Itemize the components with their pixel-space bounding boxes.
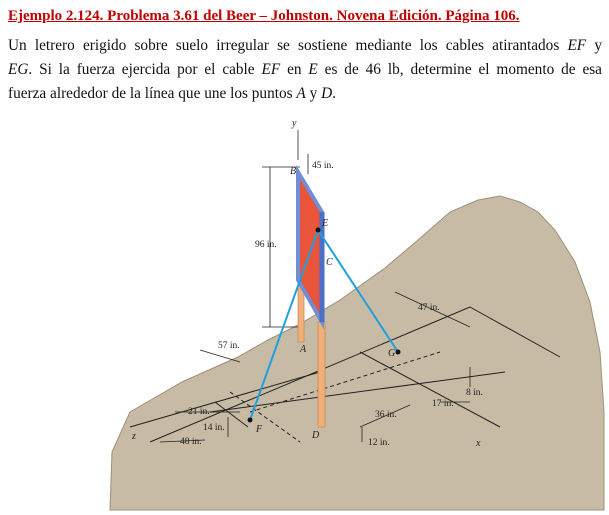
dim-8in: 8 in.	[466, 388, 483, 398]
dim-96in: 96 in.	[255, 240, 277, 250]
statement-line-1	[8, 34, 602, 58]
text-run: .	[332, 85, 336, 102]
point-F	[248, 418, 253, 423]
label-E: E	[322, 218, 329, 229]
label-G: G	[388, 348, 396, 359]
label-z: z	[132, 431, 136, 442]
label-A: A	[300, 344, 307, 355]
label-B: B	[290, 166, 297, 177]
dim-48in: 48 in.	[180, 437, 202, 447]
dim-14in: 14 in.	[203, 423, 225, 433]
post-D	[318, 322, 325, 427]
statement-line-3	[8, 82, 602, 106]
text-run-italic: E	[308, 61, 318, 78]
text-run: Un letrero erigido sobre suelo irregular se sostiene mediante los cables atirantados	[8, 37, 568, 54]
text-run-italic: EG	[8, 61, 29, 78]
dim-57in: 57 in.	[218, 341, 240, 351]
text-run-italic: EF	[567, 37, 587, 54]
text-run-italic: A	[296, 85, 306, 102]
text-run: y	[305, 85, 322, 102]
label-F: F	[256, 424, 263, 435]
label-D: D	[312, 430, 320, 441]
text-run: es de 46 lb, determine el momento de esa	[317, 61, 602, 78]
dim-47in: 47 in.	[418, 303, 440, 313]
label-x: x	[476, 438, 481, 449]
text-run: en	[280, 61, 309, 78]
dim-36in: 36 in.	[375, 410, 397, 420]
dim-21in: 21 in.	[188, 407, 210, 417]
dim-45in: 45 in.	[312, 161, 334, 171]
text-run: y	[586, 37, 602, 54]
page-title: Ejemplo 2.124. Problema 3.61 del Beer – Johnston. Novena Edición. Página 106.	[8, 8, 520, 24]
ground-surface	[110, 196, 604, 510]
sign-diagram	[0, 112, 609, 512]
problem-statement	[8, 34, 602, 106]
text-run-italic: D	[321, 85, 333, 102]
dim-12in: 12 in.	[368, 438, 390, 448]
dim-17in: 17 in.	[432, 399, 454, 409]
text-run-italic: EF	[261, 61, 281, 78]
statement-line-2	[8, 58, 602, 82]
text-run: . Si la fuerza ejercida por el cable	[28, 61, 262, 78]
text-run: fuerza alrededor de la línea que une los puntos	[8, 85, 297, 102]
point-E	[316, 228, 321, 233]
point-G	[396, 350, 401, 355]
label-C: C	[326, 257, 333, 268]
label-y: y	[292, 118, 297, 129]
